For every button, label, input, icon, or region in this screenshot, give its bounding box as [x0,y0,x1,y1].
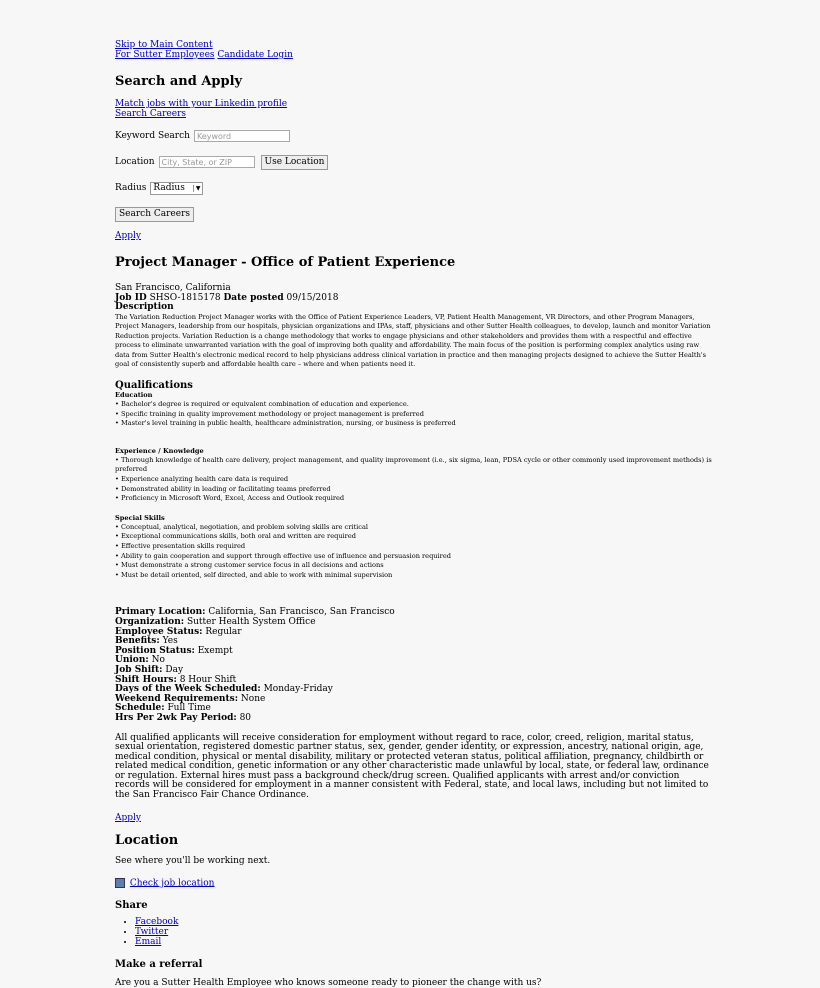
detail-value: Day [165,664,184,675]
main-content [115,40,715,988]
facebook-link[interactable]: Facebook [135,917,179,928]
list-item: • Specific training in quality improvement methodology or project management is preferred [115,409,424,418]
detail-value: No [151,655,165,666]
location-heading: Location [115,832,179,848]
list-item: • Demonstrated ability in leading or facilitating teams preferred [115,484,331,493]
dropdown-arrow-icon: ▼ [193,185,201,192]
search-links [115,99,715,119]
check-location-link[interactable]: Check job location [129,878,215,889]
eeo-statement: All qualified applicants will receive consideration for employment without regard to race, color, creed, religion, marital status, sexual orientation, registered domestic partner status, sex, gender, gender identity, or expression, ancestry, national origin, age, medical condition, physical or mental disability, military or protected veteran status, political affiliation, pregnancy, childbirth or related medical condition, genetic information or any other characteristic made unlawful by local, state, or federal law, ordinance or regulation. External hires must pass a background check/drug screen. Qualified applicants with arrest and/or conviction records will be considered for employment in a manner consistent with Federal, state, and local laws, including but not limited to the San Francisco Fair Chance Ordinance. [115,732,709,801]
detail-label: Union: [115,655,149,666]
detail-label: Shift Hours: [115,674,177,685]
detail-value: Regular [205,626,242,637]
list-item: • Must be detail oriented, self directed, and able to work with minimal supervision [115,570,393,579]
apply-link-bottom[interactable]: Apply [115,812,141,823]
search-button-row [115,207,715,221]
radius-label: Radius [115,183,147,193]
location-row [115,155,715,169]
job-id-label: Job ID [115,292,147,303]
detail-value: Yes [162,636,178,647]
map-image-icon [115,878,125,888]
detail-value: California, San Francisco, San Francisco [208,607,395,618]
job-meta [115,284,715,313]
detail-label: Benefits: [115,636,160,647]
detail-label: Days of the Week Scheduled: [115,684,261,695]
search-heading: Search and Apply [115,74,243,89]
skills-heading: Special Skills [115,513,165,522]
experience-heading: Experience / Knowledge [115,446,204,455]
keyword-row [115,129,715,143]
email-link[interactable]: Email [135,937,162,948]
linkedin-match-link[interactable]: Match jobs with your Linkedin profile [115,99,288,109]
list-item: • Exceptional communications skills, both oral and written are required [115,532,356,541]
detail-value: Monday-Friday [263,684,333,695]
date-posted: 09/15/2018 [286,292,339,303]
keyword-input[interactable]: Keyword [194,130,290,142]
education-list [115,400,715,429]
detail-value: 8 Hour Shift [179,674,237,685]
detail-value: Full Time [167,703,211,714]
job-title: Project Manager - Office of Patient Experience [115,255,456,270]
location-text: See where you'll be working next. [115,855,271,866]
job-location: San Francisco, California [115,283,231,293]
detail-row [115,628,715,638]
search-careers-link[interactable]: Search Careers [115,109,186,119]
location-label: Location [115,157,155,167]
candidate-login-link[interactable]: Candidate Login [217,50,293,60]
top-links [115,40,715,60]
detail-row [115,714,715,724]
apply-link-top[interactable]: Apply [115,231,141,241]
detail-label: Schedule: [115,703,165,714]
list-item: • Must demonstrate a strong customer service focus in all decisions and actions [115,561,384,570]
detail-value: Exempt [197,645,233,656]
detail-label: Position Status: [115,645,195,656]
skills-list [115,523,715,581]
skip-to-main-link[interactable]: Skip to Main Content [115,40,213,50]
share-heading: Share [115,900,148,912]
list-item [135,927,715,937]
list-item: • Thorough knowledge of health care delivery, project management, and quality improvement (i.e., six sigma, lean, PDSA cycle or other commonly used improvement methods) is preferred [115,455,712,474]
list-item: • Experience analyzing health care data is required [115,475,289,484]
job-details [115,608,715,723]
detail-label: Weekend Requirements: [115,693,239,704]
referral-text: Are you a Sutter Health Employee who knows someone ready to pioneer the change with us? [115,978,542,988]
referral-heading: Make a referral [115,959,203,971]
detail-value: Sutter Health System Office [186,616,316,627]
radius-row [115,181,715,195]
search-careers-button[interactable]: Search Careers [115,207,194,222]
date-posted-label: Date posted [223,292,284,303]
use-location-button[interactable]: Use Location [261,155,329,170]
detail-label: Hrs Per 2wk Pay Period: [115,712,237,723]
qualifications-heading: Qualifications [115,380,193,392]
list-item: • Bachelor's degree is required or equivalent combination of education and experience. [115,400,409,409]
sutter-employees-link[interactable]: For Sutter Employees [115,50,215,60]
description-label: Description [115,302,174,312]
list-item [135,917,715,927]
detail-label: Employee Status: [115,626,203,637]
experience-list [115,456,715,504]
share-list [115,917,715,947]
list-item [135,937,715,947]
list-item: • Conceptual, analytical, negotiation, and problem solving skills are critical [115,522,369,531]
detail-value: None [240,693,266,704]
list-item: • Ability to gain cooperation and support through effective use of influence and persuasion required [115,551,451,560]
radius-select[interactable] [150,182,203,195]
detail-label: Job Shift: [115,664,163,675]
keyword-label: Keyword Search [115,131,190,141]
location-input[interactable]: City, State, or ZIP [159,156,255,168]
twitter-link[interactable]: Twitter [135,927,169,938]
detail-row [115,656,715,666]
list-item: • Effective presentation skills required [115,542,246,550]
radius-value: Radius [153,183,185,193]
education-heading: Education [115,391,153,400]
list-item: • Proficiency in Microsoft Word, Excel, Access and Outlook required [115,494,345,503]
list-item: • Master's level training in public health, healthcare administration, nursing, or business is preferred [115,419,456,428]
detail-row [115,647,715,657]
detail-label: Primary Location: [115,607,206,618]
detail-value: 80 [239,712,252,723]
job-description: The Variation Reduction Project Manager works with the Office of Patient Experience Leaders, VP, Patient Health Management, VR Directors, and other Program Managers, Project Managers, leadership from our hospitals, physician organizations and IPAs, staff, physicians and other Sutter Health colleagues, to develop, launch and monitor Variation Reduction projects. Variation Reduction is a change methodology that works to engage physicians and other stakeholders and provides them with a respectful and effective process to eliminate unwarranted variation with the goal of improving both quality and affordability. The main focus of the position is performing complex analytics using raw data from Sutter Health's electronic medical record to help physicians address clinical variation in practice and then managing projects designed to achieve the Sutter Health's goal of consistently superb and affordable health care – where and when patients need it. [115,312,711,369]
job-id: SHSO-1815178 [149,292,221,303]
detail-label: Organization: [115,616,185,627]
